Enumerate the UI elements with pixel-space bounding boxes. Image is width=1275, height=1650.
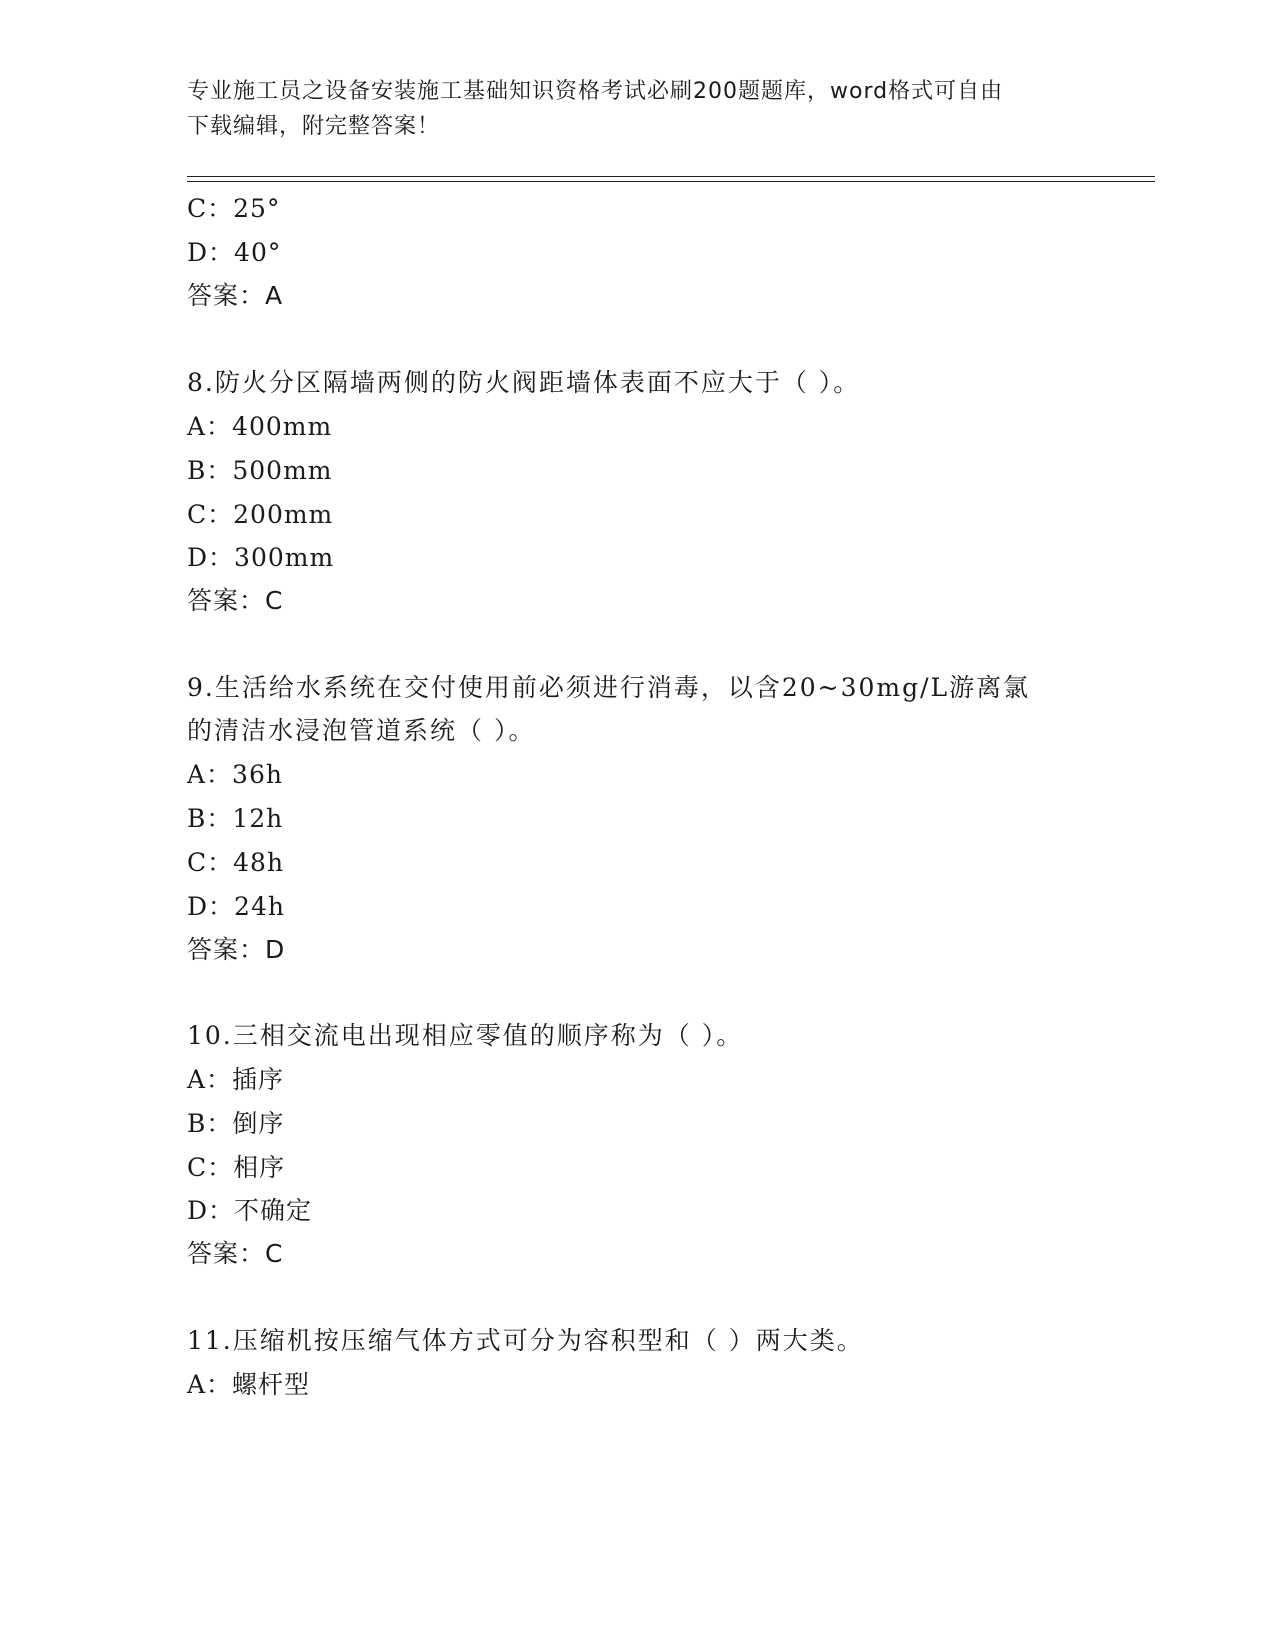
header-line-2: 下载编辑，附完整答案！ bbox=[187, 114, 441, 139]
question-title: 9.生活给水系统在交付使用前必须进行消毒，以含20~30mg/L游离氯 bbox=[187, 673, 1031, 702]
answer-line: 答案：D bbox=[187, 935, 286, 964]
option-b: B：倒序 bbox=[187, 1109, 285, 1138]
option-b: B：500mm bbox=[187, 456, 333, 485]
option-c: C：相序 bbox=[187, 1153, 286, 1182]
document-header bbox=[187, 74, 1087, 144]
header-divider-bottom bbox=[187, 181, 1155, 182]
option-c: C：200mm bbox=[187, 500, 334, 529]
option-c: C：48h bbox=[187, 848, 285, 877]
answer-line: 答案：C bbox=[187, 586, 284, 615]
option-a: A：400mm bbox=[187, 412, 333, 441]
option-d: D：300mm bbox=[187, 543, 335, 572]
header-divider-top bbox=[187, 176, 1155, 177]
option-a: A：36h bbox=[187, 760, 283, 789]
answer-line: 答案：C bbox=[187, 1239, 284, 1268]
option-a: A：螺杆型 bbox=[187, 1370, 311, 1399]
question-title-continued: 的清洁水浸泡管道系统（ ）。 bbox=[187, 716, 536, 745]
option-c: C：25° bbox=[187, 194, 281, 223]
question-title: 8.防火分区隔墙两侧的防火阀距墙体表面不应大于（ ）。 bbox=[187, 368, 861, 397]
question-title: 11.压缩机按压缩气体方式可分为容积型和（ ）两大类。 bbox=[187, 1326, 864, 1355]
option-d: D：40° bbox=[187, 238, 282, 267]
option-d: D：不确定 bbox=[187, 1196, 313, 1225]
header-line-1: 专业施工员之设备安装施工基础知识资格考试必刷200题题库，word格式可自由 bbox=[187, 79, 1004, 104]
question-title: 10.三相交流电出现相应零值的顺序称为（ ）。 bbox=[187, 1021, 744, 1050]
option-a: A：插序 bbox=[187, 1065, 285, 1094]
option-d: D：24h bbox=[187, 892, 285, 921]
answer-line: 答案：A bbox=[187, 281, 284, 310]
option-b: B：12h bbox=[187, 804, 284, 833]
